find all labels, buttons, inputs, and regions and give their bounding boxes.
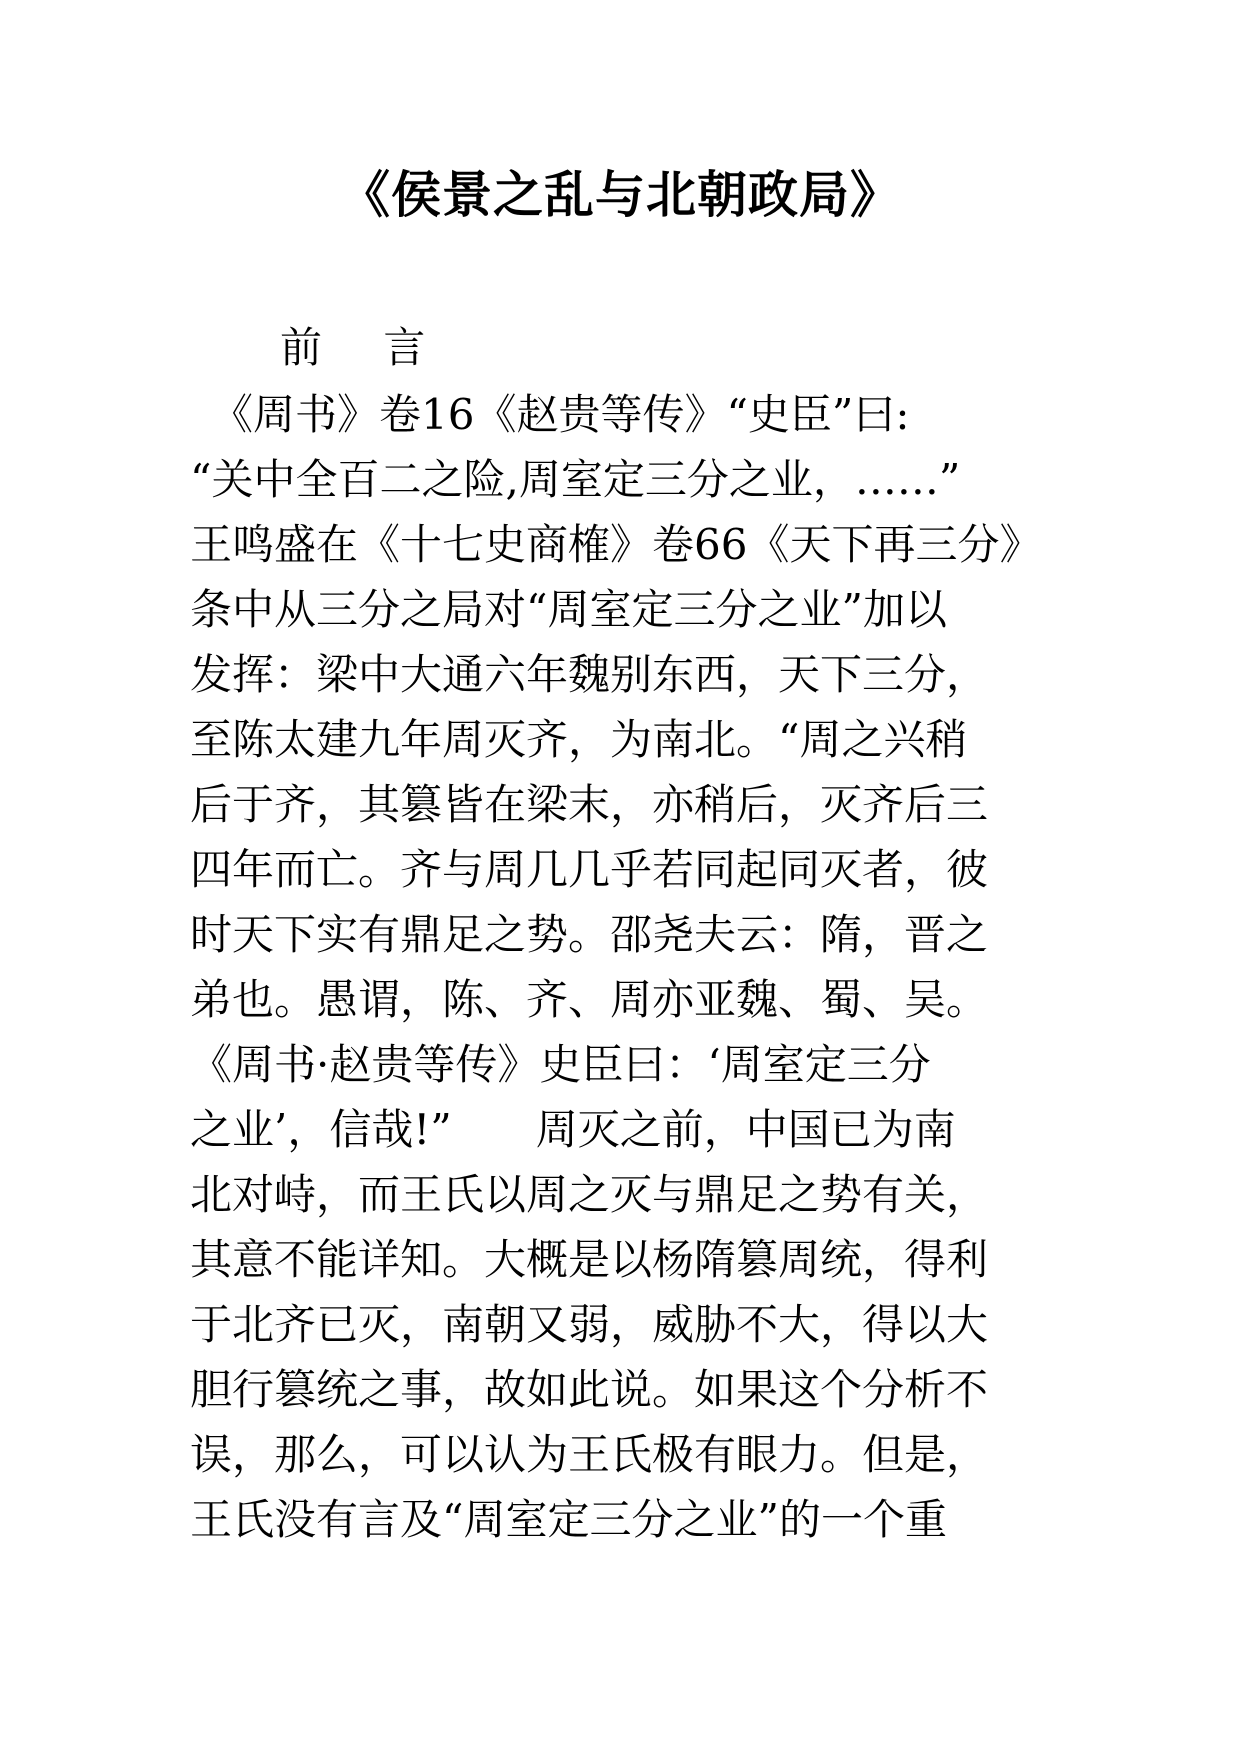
body-line: 《周书》卷16《赵贵等传》“史臣”曰: (190, 390, 910, 439)
body-line: 于北齐已灭，南朝又弱，威胁不大，得以大 (190, 1300, 989, 1349)
body-line: 弟也。愚谓，陈、齐、周亦亚魏、蜀、吴。 (190, 975, 989, 1024)
body-line: 至陈太建九年周灭齐，为南北。“周之兴稍 (190, 715, 968, 764)
body-line: 时天下实有鼎足之势。邵尧夫云：隋，晋之 (190, 910, 989, 959)
body-line: 王氏没有言及“周室定三分之业”的一个重 (190, 1495, 947, 1544)
body-text (190, 382, 1060, 1552)
body-line: 之业’，信哉!” 周灭之前，中国已为南 (190, 1105, 956, 1154)
body-line: 《周书·赵贵等传》史臣曰：‘周室定三分 (190, 1040, 931, 1089)
body-line: 后于齐，其篡皆在梁末，亦稍后，灭齐后三 (190, 780, 989, 829)
body-line: 发挥：梁中大通六年魏别东西，天下三分， (190, 650, 989, 699)
body-line: 误，那么，可以认为王氏极有眼力。但是， (190, 1430, 989, 1479)
body-line: 四年而亡。齐与周几几乎若同起同灭者，彼 (190, 845, 989, 894)
section-heading: 前 言 (280, 323, 450, 372)
body-line: 条中从三分之局对“周室定三分之业”加以 (190, 585, 947, 634)
document-title: 《侯景之乱与北朝政局》 (340, 165, 901, 224)
body-line: 北对峙，而王氏以周之灭与鼎足之势有关， (190, 1170, 989, 1219)
body-line: 其意不能详知。大概是以杨隋篡周统，得利 (190, 1235, 989, 1284)
body-line: 胆行篡统之事，故如此说。如果这个分析不 (190, 1365, 989, 1414)
body-line: 王鸣盛在《十七史商榷》卷66《天下再三分》 (190, 520, 1042, 569)
body-line: “关中全百二之险,周室定三分之业，……” (190, 455, 961, 504)
